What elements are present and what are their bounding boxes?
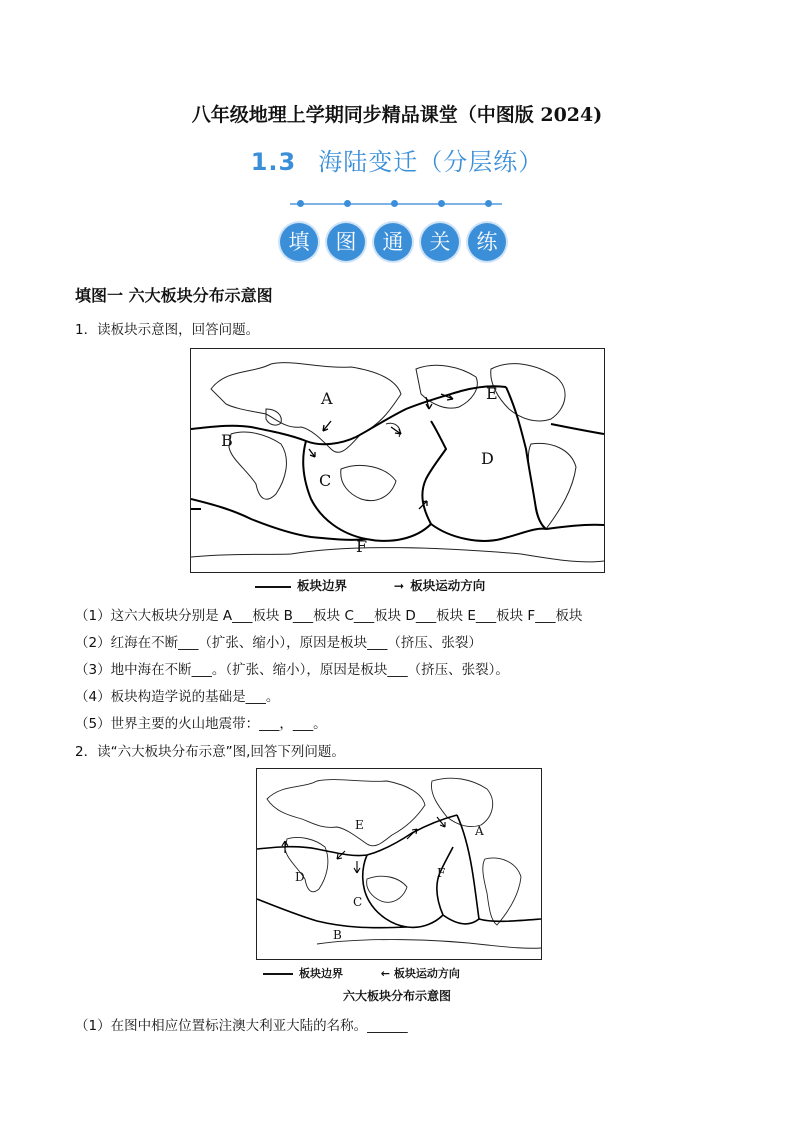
map2-caption: 六大板块分布示意图	[342, 989, 451, 1003]
map1-label-c: C	[319, 471, 332, 490]
map1-label-f: F	[356, 537, 368, 556]
map2-label-e: E	[355, 818, 364, 832]
map2-label-a: A	[475, 824, 484, 838]
badge-tu: 图	[327, 223, 365, 261]
legend-boundary: 板块边界	[299, 967, 343, 980]
arrow-icon: ➞	[393, 578, 405, 593]
q1-sub5: （5）世界主要的火山地震带：___，___。	[75, 716, 327, 732]
badge-dot	[391, 200, 398, 207]
map1-label-a: A	[321, 389, 333, 408]
badge-lian: 练	[468, 223, 506, 261]
map2-label-d: D	[295, 870, 305, 884]
badge-dot	[438, 200, 445, 207]
map2-legend	[263, 965, 460, 981]
legend-motion: 板块运动方向	[393, 967, 460, 980]
badge-row	[280, 223, 516, 263]
map1-label-e: E	[486, 384, 498, 403]
map1-legend	[255, 576, 485, 594]
boundary-line-icon	[255, 586, 291, 588]
map2-label-f: F	[437, 866, 446, 880]
arrow-icon: ←	[380, 967, 390, 980]
document-title: 八年级地理上学期同步精品课堂（中图版 2024)	[191, 104, 603, 126]
lesson-name: 海陆变迁（分层练）	[318, 148, 544, 176]
map1-label-d: D	[481, 449, 494, 468]
q1-sub1: （1）这六大板块分别是 A___板块 B___板块 C___板块 D___板块 E___板块 F___板块	[75, 608, 583, 624]
badge-guan: 关	[421, 223, 459, 261]
q1-sub3: （3）地中海在不断___。（扩张、缩小），原因是板块___（挤压、张裂）。	[75, 662, 509, 678]
q2-sub1: （1）在图中相应位置标注澳大利亚大陆的名称。______	[75, 1018, 408, 1034]
map1-label-b: B	[221, 431, 233, 450]
q1-stem: 1．读板块示意图，回答问题。	[75, 322, 260, 338]
legend-boundary: 板块边界	[297, 578, 348, 593]
badge-dot	[344, 200, 351, 207]
badge-dot	[485, 200, 492, 207]
badge-tong: 通	[374, 223, 412, 261]
legend-motion: 板块运动方向	[410, 578, 486, 593]
q2-stem: 2．读“六大板块分布示意”图,回答下列问题。	[75, 744, 345, 760]
boundary-line-icon	[263, 973, 293, 975]
plate-map-1-drawing	[191, 349, 604, 572]
section-title: 填图一 六大板块分布示意图	[75, 286, 273, 305]
plate-map-2	[256, 768, 542, 960]
badge-tian: 填	[280, 223, 318, 261]
lesson-title	[0, 142, 794, 177]
lesson-number: 1.3	[250, 148, 297, 176]
q1-sub4: （4）板块构造学说的基础是___。	[75, 689, 280, 705]
map2-label-b: B	[333, 928, 342, 942]
badge-dot	[297, 200, 304, 207]
plate-map-2-drawing	[257, 769, 541, 959]
map2-label-c: C	[353, 895, 363, 909]
q1-sub2: （2）红海在不断___（扩张、缩小），原因是板块___（挤压、张裂）	[75, 635, 482, 651]
plate-map-1	[190, 348, 605, 573]
